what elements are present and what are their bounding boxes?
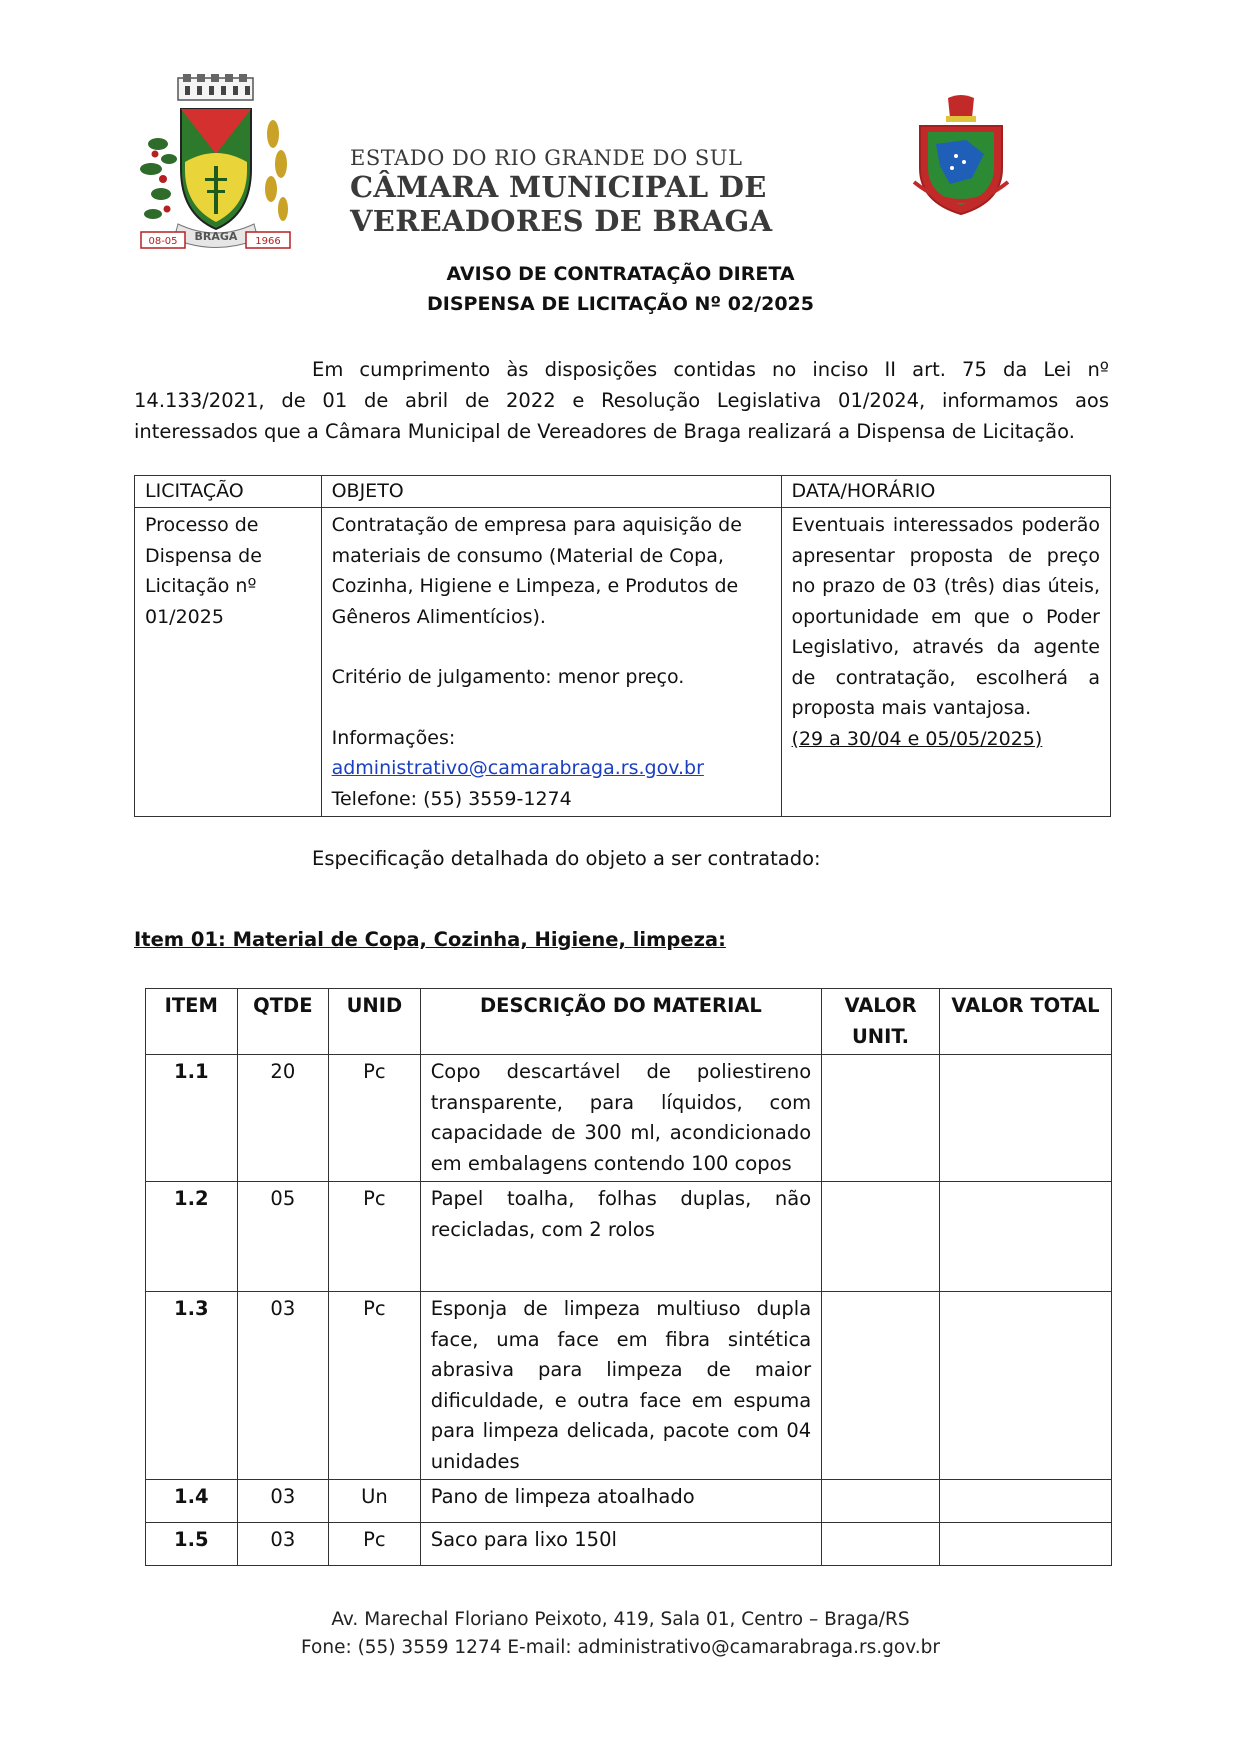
notice-title: AVISO DE CONTRATAÇÃO DIRETA bbox=[446, 263, 795, 285]
svg-text:08-05: 08-05 bbox=[148, 236, 178, 247]
item-qtde: 03 bbox=[237, 1523, 329, 1566]
item-descricao: Saco para lixo 150l bbox=[420, 1523, 821, 1566]
intro-paragraph bbox=[134, 354, 1109, 447]
table-row bbox=[146, 1182, 1112, 1292]
state-line: ESTADO DO RIO GRANDE DO SUL bbox=[350, 146, 743, 170]
item-unid: Pc bbox=[329, 1055, 421, 1182]
item-title: Item 01: Material de Copa, Cozinha, Higiene, limpeza: bbox=[134, 928, 726, 951]
data-horario-text: Eventuais interessados poderão apresentar proposta de preço no prazo de 03 (três) dias úteis, oportunidade em que o Poder Legislativo, através da agente de contratação, escolherá a proposta mais vantajosa. bbox=[791, 514, 1100, 719]
table-row bbox=[146, 1523, 1112, 1566]
item-valor-unit bbox=[822, 1055, 940, 1182]
svg-text:BRAGA: BRAGA bbox=[194, 230, 238, 243]
item-qtde: 05 bbox=[237, 1182, 329, 1292]
item-unid: Un bbox=[329, 1480, 421, 1523]
header-unid: UNID bbox=[329, 989, 421, 1055]
objeto-info-label: Informações: bbox=[331, 726, 456, 749]
licitacao-table bbox=[134, 475, 1111, 817]
item-number: 1.1 bbox=[146, 1055, 238, 1182]
item-number: 1.3 bbox=[146, 1292, 238, 1480]
items-header-row bbox=[146, 989, 1112, 1055]
header-data-horario: DATA/HORÁRIO bbox=[781, 476, 1110, 508]
table-row bbox=[146, 1292, 1112, 1480]
header-qtde: QTDE bbox=[237, 989, 329, 1055]
licitacao-process: Processo de Dispensa de Licitação nº 01/2025 bbox=[145, 514, 262, 628]
item-valor-total bbox=[939, 1055, 1111, 1182]
objeto-criterion: Critério de julgamento: menor preço. bbox=[331, 666, 685, 688]
braga-coat-of-arms-icon bbox=[133, 74, 298, 259]
item-qtde: 03 bbox=[237, 1292, 329, 1480]
chamber-line: CÂMARA MUNICIPAL DE VEREADORES DE BRAGA bbox=[350, 170, 773, 238]
objeto-phone: Telefone: (55) 3559-1274 bbox=[331, 787, 572, 810]
objeto-description: Contratação de empresa para aquisição de materiais de consumo (Material de Copa, Cozinha, Higiene e Limpeza, e Produtos de Gêneros Alimentícios). bbox=[331, 514, 742, 628]
letterhead bbox=[350, 146, 870, 238]
svg-text:1966: 1966 bbox=[255, 236, 281, 247]
item-valor-unit bbox=[822, 1480, 940, 1523]
notice-subtitle: DISPENSA DE LICITAÇÃO Nº 02/2025 bbox=[427, 293, 814, 315]
table-row bbox=[146, 1480, 1112, 1523]
header-descricao: DESCRIÇÃO DO MATERIAL bbox=[420, 989, 821, 1055]
item-valor-total bbox=[939, 1292, 1111, 1480]
item-number: 1.2 bbox=[146, 1182, 238, 1292]
data-horario-cell bbox=[781, 508, 1110, 817]
item-valor-unit bbox=[822, 1523, 940, 1566]
item-descricao: Papel toalha, folhas duplas, não recicladas, com 2 rolos bbox=[420, 1182, 821, 1292]
licitacao-header-row bbox=[135, 476, 1111, 508]
header-valor-unit: VALOR UNIT. bbox=[822, 989, 940, 1055]
item-unid: Pc bbox=[329, 1182, 421, 1292]
item-valor-unit bbox=[822, 1292, 940, 1480]
item-number: 1.5 bbox=[146, 1523, 238, 1566]
footer-contact: Fone: (55) 3559 1274 E-mail: administrativo@camarabraga.rs.gov.br bbox=[301, 1637, 940, 1658]
spec-label: Especificação detalhada do objeto a ser contratado: bbox=[312, 847, 821, 870]
item-unid: Pc bbox=[329, 1523, 421, 1566]
item-unid: Pc bbox=[329, 1292, 421, 1480]
item-valor-total bbox=[939, 1480, 1111, 1523]
licitacao-cell bbox=[135, 508, 322, 817]
item-qtde: 03 bbox=[237, 1480, 329, 1523]
objeto-cell bbox=[321, 508, 781, 817]
chamber-seal-icon bbox=[906, 92, 1016, 217]
footer-address: Av. Marechal Floriano Peixoto, 419, Sala 01, Centro – Braga/RS bbox=[331, 1609, 910, 1630]
intro-text: Em cumprimento às disposições contidas no inciso II art. 75 da Lei nº 14.133/2021, de 01 de abril de 2022 e Resolução Legislativa 01/2024, informamos aos interessados que a Câmara Municipal de Vereadores de Braga realizará a Dispensa de Licitação. bbox=[134, 358, 1109, 443]
item-number: 1.4 bbox=[146, 1480, 238, 1523]
header-valor-total: VALOR TOTAL bbox=[939, 989, 1111, 1055]
item-descricao: Copo descartável de poliestireno transparente, para líquidos, com capacidade de 300 ml, acondicionado em embalagens contendo 100 copos bbox=[420, 1055, 821, 1182]
header-licitacao: LICITAÇÃO bbox=[135, 476, 322, 508]
items-table bbox=[145, 988, 1112, 1566]
header-objeto: OBJETO bbox=[321, 476, 781, 508]
header-item: ITEM bbox=[146, 989, 238, 1055]
item-valor-total bbox=[939, 1523, 1111, 1566]
objeto-email-link[interactable]: administrativo@camarabraga.rs.gov.br bbox=[331, 757, 704, 779]
item-descricao: Esponja de limpeza multiuso dupla face, uma face em fibra sintética abrasiva para limpeza de maior dificuldade, e outra face em espuma para limpeza delicada, pacote com 04 unidades bbox=[420, 1292, 821, 1480]
item-qtde: 20 bbox=[237, 1055, 329, 1182]
item-descricao: Pano de limpeza atoalhado bbox=[420, 1480, 821, 1523]
table-row bbox=[146, 1055, 1112, 1182]
data-horario-period: (29 a 30/04 e 05/05/2025) bbox=[791, 727, 1043, 750]
licitacao-row bbox=[135, 508, 1111, 817]
item-valor-total bbox=[939, 1182, 1111, 1292]
item-valor-unit bbox=[822, 1182, 940, 1292]
